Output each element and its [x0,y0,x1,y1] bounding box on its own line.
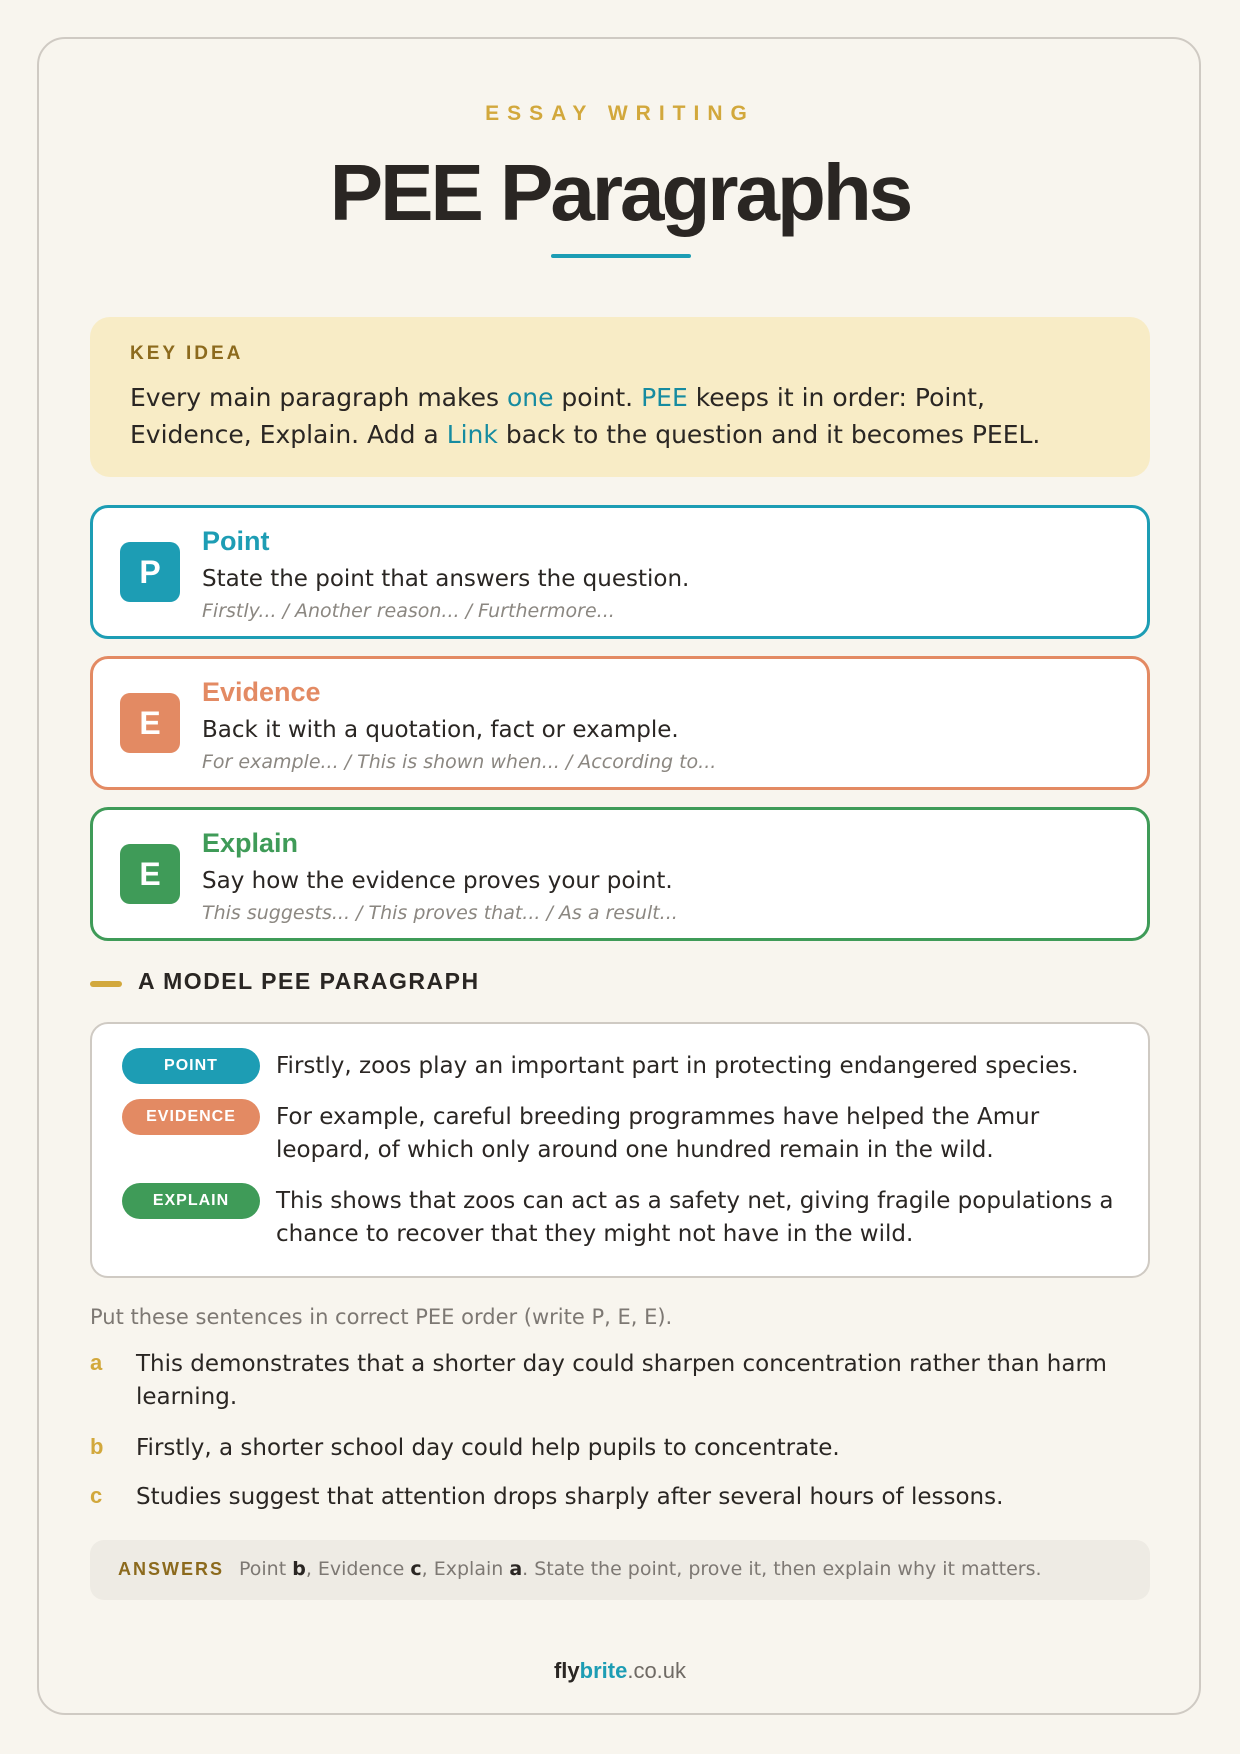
title-underline [551,254,691,258]
question-letter-a: a [90,1350,103,1375]
question-text-b: Firstly, a shorter school day could help pupils to concentrate. [136,1435,840,1461]
step-desc-evidence: Back it with a quotation, fact or example. [202,717,679,743]
eyebrow-label: ESSAY WRITING [485,102,755,125]
step-stems-evidence: For example... / This is shown when... / According to... [202,751,717,773]
question-text-a: This demonstrates that a shorter day could sharpen concentration rather than harm learning. [136,1351,1107,1410]
answer-point: b [292,1558,306,1580]
brand-fly: fly [553,1658,580,1683]
step-name-explain: Explain [202,828,299,858]
answer-explain: a [509,1558,523,1580]
tag-point: POINT [122,1048,260,1084]
step-card-evidence [90,656,1150,790]
key-idea-label: KEY IDEA [130,343,244,364]
key-idea-text-4: back to the question and it becomes PEEL. [497,420,1041,449]
key-idea-box [90,317,1150,477]
key-idea-highlight-link: Link [446,420,498,449]
step-stems-point: Firstly... / Another reason... / Furthermore... [202,600,615,622]
step-name-evidence: Evidence [202,677,321,707]
step-badge-explain: E [120,844,180,904]
step-badge-evidence: E [120,693,180,753]
answer-evidence: c [410,1558,422,1580]
key-idea-highlight-one: one [506,383,554,412]
model-point-text: Firstly, zoos play an important part in protecting endangered species. [276,1053,1079,1079]
step-desc-point: State the point that answers the question. [202,566,690,592]
question-letter-c: c [90,1483,103,1508]
key-idea-text-2: point. [553,383,642,412]
key-idea-text [130,379,1110,453]
answers-part-4: . State the point, prove it, then explain why it matters. [522,1558,1042,1580]
step-name-point: Point [202,526,270,556]
task-instruction: Put these sentences in correct PEE order (write P, E, E). [90,1305,673,1329]
model-heading-text: A MODEL PEE PARAGRAPH [138,968,480,994]
question-letter-b: b [90,1434,104,1459]
key-idea-text-1: Every main paragraph makes [130,383,507,412]
step-stems-explain: This suggests... / This proves that... / As a result... [202,902,678,924]
brand-domain: .co.uk [627,1658,687,1683]
footer-brand [0,1658,1240,1684]
answers-part-2: , Evidence [305,1558,411,1580]
tag-evidence: EVIDENCE [122,1099,260,1135]
model-evidence-text: For example, careful breeding programmes have helped the Amur leopard, of which only around one hundred remain in the wild. [276,1104,1040,1163]
step-desc-explain: Say how the evidence proves your point. [202,868,673,894]
key-idea-text-3: keeps it in order: Point, Evidence, Explain. Add a [130,383,985,449]
question-text-c: Studies suggest that attention drops sharply after several hours of lessons. [136,1484,1004,1510]
model-explain-text: This shows that zoos can act as a safety net, giving fragile populations a chance to recover that they might not have in the wild. [276,1188,1114,1247]
section-dash [90,981,122,987]
tag-explain: EXPLAIN [122,1183,260,1219]
step-badge-point: P [120,542,180,602]
answers-text [239,1558,1042,1580]
answers-part-3: , Explain [421,1558,510,1580]
page-title: PEE Paragraphs [329,148,911,237]
step-card-point [90,505,1150,639]
brand-brite: brite [579,1658,628,1683]
step-card-explain [90,807,1150,941]
answers-box [90,1540,1150,1600]
key-idea-highlight-pee: PEE [641,383,688,412]
model-paragraph-box [90,1022,1150,1278]
answers-part-1: Point [239,1558,293,1580]
answers-label: ANSWERS [118,1559,225,1579]
